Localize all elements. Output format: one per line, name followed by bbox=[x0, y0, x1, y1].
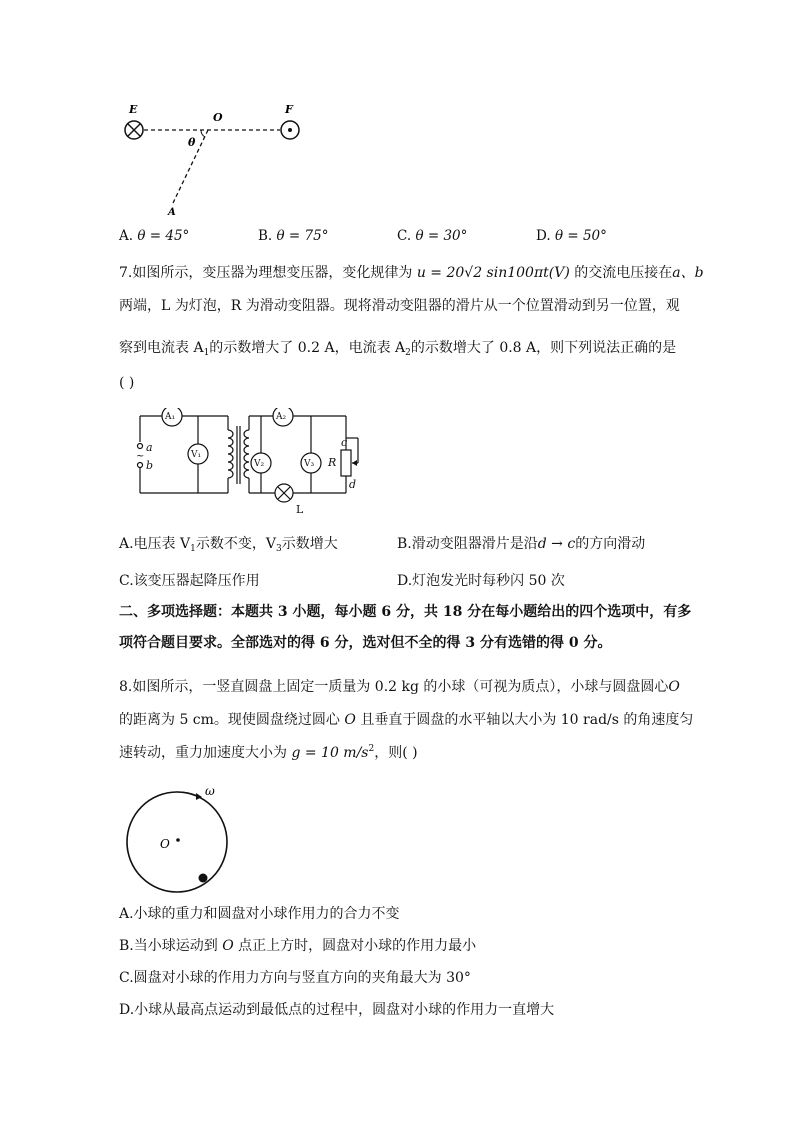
ammeter-a1-label: A₁ bbox=[165, 412, 176, 422]
section-2-heading-line-1: 二、多项选择题：本题共 3 小题，每小题 6 分，共 18 分在每小题给出的四个选项中，有多 bbox=[119, 604, 692, 620]
q8-option-a[interactable]: A.小球的重力和圆盘对小球作用力的合力不变 bbox=[119, 906, 400, 922]
slider-c-label: c bbox=[341, 436, 348, 449]
ac-symbol: ~ bbox=[136, 451, 145, 462]
field-angle-diagram bbox=[115, 100, 315, 225]
q8-option-c[interactable]: C.圆盘对小球的作用力方向与竖直方向的夹角最大为 30° bbox=[119, 970, 471, 986]
option-prefix: A. bbox=[119, 228, 134, 244]
q8-option-d[interactable]: D.小球从最高点运动到最低点的过程中，圆盘对小球的作用力一直增大 bbox=[119, 1002, 555, 1018]
option-prefix: B. bbox=[258, 228, 273, 244]
q6-option-c[interactable] bbox=[397, 228, 467, 244]
label-theta: θ bbox=[188, 136, 196, 149]
center-o-label: O bbox=[160, 837, 170, 851]
option-prefix: C. bbox=[397, 228, 412, 244]
transformer-circuit-diagram bbox=[130, 408, 370, 518]
q8-line-3: 速转动，重力加速度大小为 g = 10 $m/s^2$，则( ) bbox=[119, 744, 418, 761]
q6-option-b[interactable] bbox=[258, 228, 328, 244]
option-text: θ = 50° bbox=[554, 228, 607, 244]
q7-option-a[interactable]: A.电压表 $V_1$示数不变，$V_3$示数增大 bbox=[119, 536, 338, 554]
resistor-r-label: R bbox=[328, 456, 337, 469]
terminal-b-label: b bbox=[146, 459, 154, 472]
q7-answer-bracket: ( ) bbox=[119, 375, 135, 391]
q7-line-1: 7.如图所示，变压器为理想变压器，变化规律为 u = 20√2 sin100πt(V) 的交流电压接在a、b bbox=[119, 265, 704, 281]
label-f: F bbox=[285, 103, 293, 116]
disk-outline bbox=[127, 792, 227, 892]
label-o: O bbox=[213, 111, 223, 124]
section-2-heading-line-2: 项符合题目要求。全部选对的得 6 分，选对但不全的得 3 分有选错的得 0 分。 bbox=[119, 635, 612, 651]
ball bbox=[199, 874, 208, 883]
slider-d-label: d bbox=[349, 478, 357, 491]
voltmeter-v2-label: V₂ bbox=[254, 459, 265, 469]
q8-line-2: 的距离为 5 cm。现使圆盘绕过圆心 O 且垂直于圆盘的水平轴以大小为 10 rad/s 的角速度匀 bbox=[119, 712, 694, 728]
q7-line-3: 察到电流表 $A_1$的示数增大了 0.2 A，电流表 $A_2$的示数增大了 0.8 A，则下列说法正确的是 bbox=[119, 340, 677, 358]
q7-option-c[interactable]: C.该变压器起降压作用 bbox=[119, 573, 260, 589]
lamp-l-label: L bbox=[296, 503, 304, 516]
terminal-a-label: a bbox=[146, 441, 153, 454]
center-point bbox=[176, 838, 180, 842]
q8-option-b[interactable]: B.当小球运动到 O 点正上方时，圆盘对小球的作用力最小 bbox=[119, 938, 477, 954]
ammeter-a2-label: A₂ bbox=[276, 412, 287, 422]
rotating-disk-diagram bbox=[120, 785, 235, 895]
voltmeter-v3-label: V₃ bbox=[304, 459, 315, 469]
q6-option-d[interactable] bbox=[536, 228, 607, 244]
option-text: θ = 75° bbox=[276, 228, 329, 244]
voltmeter-v1-label: V₁ bbox=[191, 450, 202, 460]
label-a: A bbox=[168, 207, 176, 218]
label-e: E bbox=[129, 103, 138, 116]
q7-option-d[interactable]: D.灯泡发光时每秒闪 50 次 bbox=[397, 573, 565, 589]
option-text: θ = 30° bbox=[415, 228, 468, 244]
q8-line-1: 8.如图所示，一竖直圆盘上固定一质量为 0.2 kg 的小球（可视为质点），小球与圆盘圆心O bbox=[119, 679, 680, 695]
q6-option-a[interactable] bbox=[119, 228, 189, 244]
omega-label: ω bbox=[205, 785, 215, 798]
voltage-formula: u = 20√2 sin100πt(V) bbox=[416, 265, 570, 281]
q7-option-b[interactable]: B.滑动变阻器滑片是沿d → c的方向滑动 bbox=[397, 536, 646, 552]
option-text: θ = 45° bbox=[137, 228, 190, 244]
q7-line-2: 两端，L 为灯泡，R 为滑动变阻器。现将滑动变阻器的滑片从一个位置滑动到另一位置，观 bbox=[119, 298, 680, 314]
option-prefix: D. bbox=[536, 228, 551, 244]
angle-arc bbox=[201, 130, 205, 137]
